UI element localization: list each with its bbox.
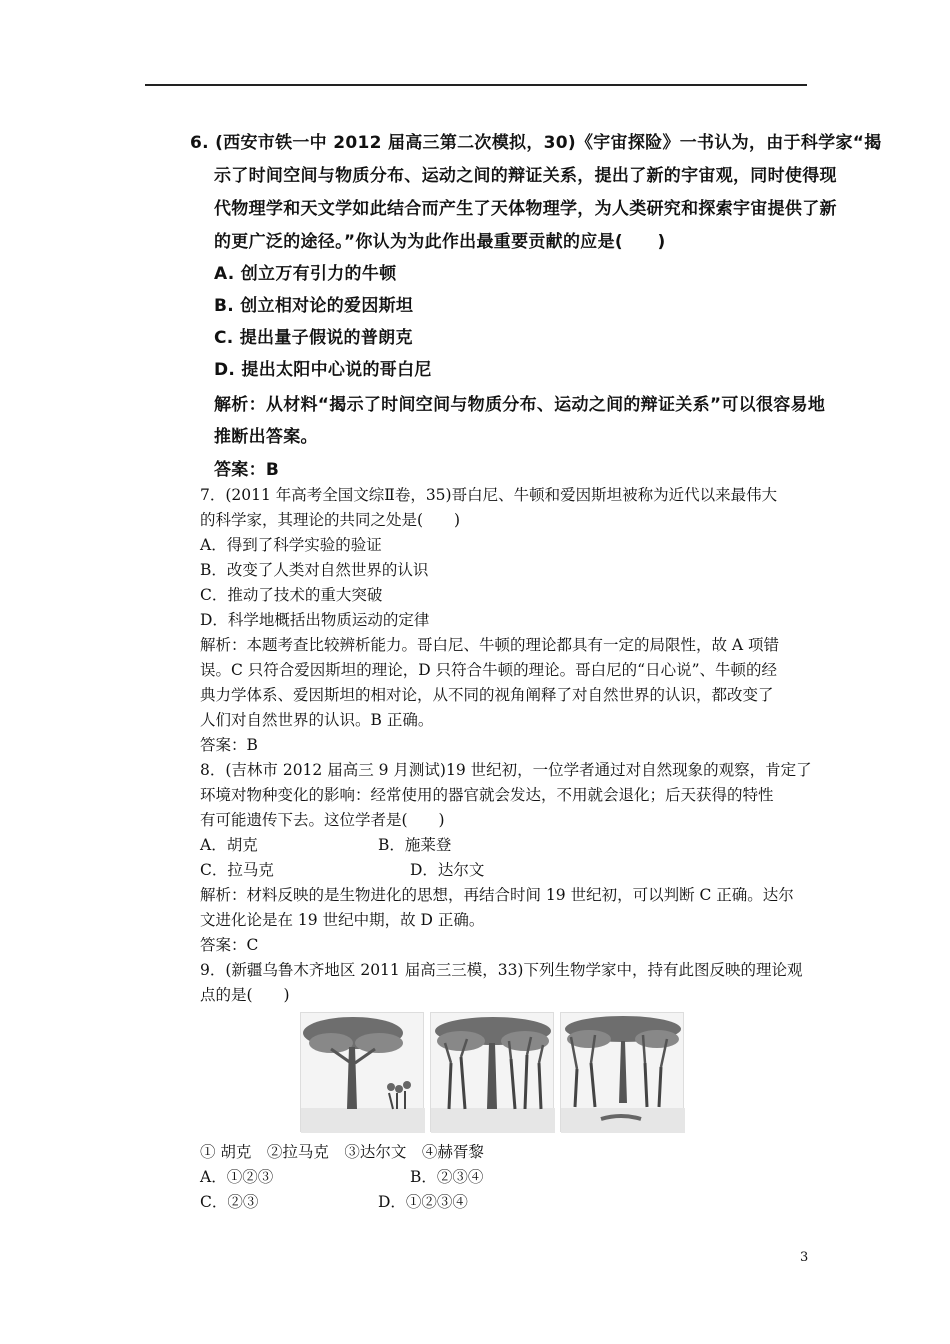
q9-option-d: D．①②③④ <box>378 1193 468 1211</box>
figure-panel-2 <box>430 1012 554 1132</box>
q9-option-c: C．②③ <box>200 1193 259 1211</box>
figure-panel-3 <box>560 1012 684 1132</box>
q6-line-2: 示了时间空间与物质分布、运动之间的辩证关系，提出了新的宇宙观，同时使得现 <box>214 166 837 186</box>
q6-analysis-2: 推断出答案。 <box>214 427 318 447</box>
q8-line-2: 环境对物种变化的影响：经常使用的器官就会发达，不用就会退化；后天获得的特性 <box>200 786 774 804</box>
q7-analysis-4: 人们对自然世界的认识。B 正确。 <box>200 711 434 729</box>
q7-line-1: 7．(2011 年高考全国文综Ⅱ卷，35)哥白尼、牛顿和爱因斯坦被称为近代以来最伟大 <box>200 486 778 504</box>
q8-option-a: A．胡克 <box>200 836 258 854</box>
q8-analysis-2: 文进化论是在 19 世纪中期，故 D 正确。 <box>200 911 485 929</box>
q6-line-4: 的更广泛的途径。”你认为为此作出最重要贡献的应是( ) <box>214 232 666 252</box>
giraffe-evolution-figure <box>300 1012 684 1132</box>
q7-option-d: D．科学地概括出物质运动的定律 <box>200 611 430 629</box>
page-number: 3 <box>800 1250 809 1265</box>
q8-line-3: 有可能遗传下去。这位学者是( ) <box>200 811 445 829</box>
q7-line-2: 的科学家，其理论的共同之处是( ) <box>200 511 461 529</box>
q7-option-c: C．推动了技术的重大突破 <box>200 586 383 604</box>
q9-line-2: 点的是( ) <box>200 986 290 1004</box>
q6-answer: 答案：B <box>214 460 280 480</box>
figure-panel-1 <box>300 1012 424 1132</box>
q9-option-b: B．②③④ <box>410 1168 484 1186</box>
q8-option-b: B．施莱登 <box>378 836 452 854</box>
q6-line-3: 代物理学和天文学如此结合而产生了天体物理学，为人类研究和探索宇宙提供了新 <box>214 199 837 219</box>
header-rule <box>145 84 807 86</box>
q7-analysis-3: 典力学体系、爱因斯坦的相对论，从不同的视角阐释了对自然世界的认识，都改变了 <box>200 686 774 704</box>
q9-choices: ① 胡克 ②拉马克 ③达尔文 ④赫胥黎 <box>200 1143 484 1161</box>
q8-answer: 答案：C <box>200 936 259 954</box>
q9-option-a: A．①②③ <box>200 1168 274 1186</box>
q7-option-b: B．改变了人类对自然世界的认识 <box>200 561 429 579</box>
q6-option-d: D. 提出太阳中心说的哥白尼 <box>214 360 432 380</box>
q8-line-1: 8．(吉林市 2012 届高三 9 月测试)19 世纪初，一位学者通过对自然现象的观察，肯定了 <box>200 761 812 779</box>
q8-option-c: C．拉马克 <box>200 861 274 879</box>
q6-option-c: C. 提出量子假说的普朗克 <box>214 328 413 348</box>
q8-option-d: D．达尔文 <box>410 861 485 879</box>
q7-analysis-1: 解析：本题考查比较辨析能力。哥白尼、牛顿的理论都具有一定的局限性，故 A 项错 <box>200 636 780 654</box>
q6-line-1: 6. (西安市铁一中 2012 届高三第二次模拟，30)《宇宙探险》一书认为，由于科学家“揭 <box>190 133 882 153</box>
q6-option-b: B. 创立相对论的爱因斯坦 <box>214 296 414 316</box>
q7-analysis-2: 误。C 只符合爱因斯坦的理论，D 只符合牛顿的理论。哥白尼的“日心说”、牛顿的经 <box>200 661 777 679</box>
q6-option-a: A. 创立万有引力的牛顿 <box>214 264 397 284</box>
q8-analysis-1: 解析：材料反映的是生物进化的思想，再结合时间 19 世纪初，可以判断 C 正确。达尔 <box>200 886 794 904</box>
q9-line-1: 9．(新疆乌鲁木齐地区 2011 届高三三模，33)下列生物学家中，持有此图反映的理论观 <box>200 961 803 979</box>
q7-answer: 答案：B <box>200 736 258 754</box>
q7-option-a: A．得到了科学实验的验证 <box>200 536 382 554</box>
q6-analysis-1: 解析：从材料“揭示了时间空间与物质分布、运动之间的辩证关系”可以很容易地 <box>214 395 826 415</box>
